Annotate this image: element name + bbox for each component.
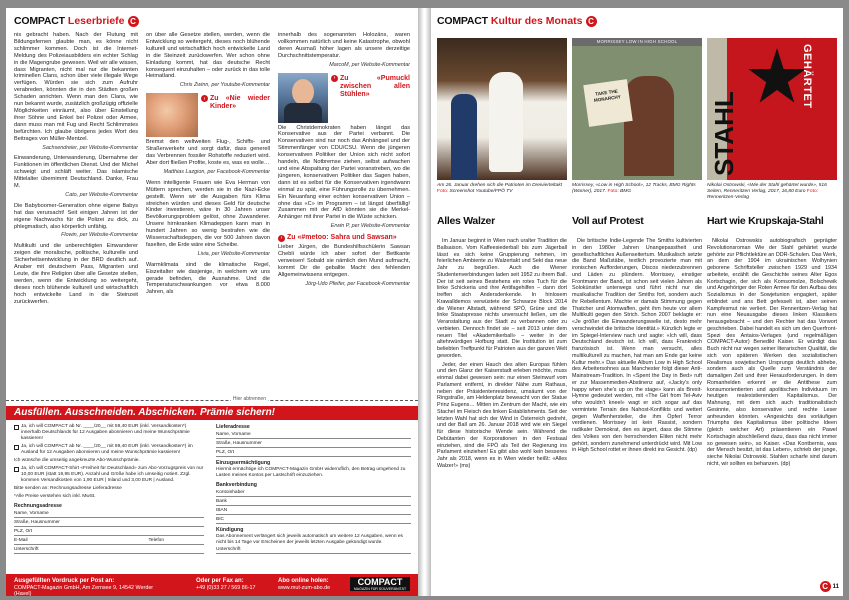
option-checkbox[interactable] <box>14 467 19 472</box>
letter-signature: Matthias Lazgion, per Facebook-Kommentar <box>163 168 270 175</box>
delivery-street-field[interactable]: Straße, Hausnummer <box>216 440 411 448</box>
coupon-right-form <box>216 424 411 555</box>
online-info: Abo online holen: www.mut-zum-abo.de <box>278 578 331 591</box>
letter-text: Multikulti und die unberechtigten Einwanderer zeigen die moralische, politische, kulturelle und Sicherheitsentwicklung in der BRD deutlich auf. Anaber mit deutschem Pass, Migranten und Leute, die ihre Religion über alle Gesetze stellen, werden, wenn die Entwicklung so weitergeht, dieses noch blühende kulturell und wirtschaftlich hoch entwickelte Land in die Steinzeit zurückwerfen. <box>14 243 138 305</box>
photo-caption: Nikolai Ostrowski, «Wie der Stahl gehärtet wurde», 516 Seiten, Renneritzen Verlag, 2017, 16,80 Euro Foto: Renneritzen-Verlag <box>707 183 827 200</box>
letter-signature: Cato, per Website-Kommentar <box>65 191 138 198</box>
article-title: Alles Walzer <box>437 215 495 227</box>
price-note: *Alle Preise verstehen sich inkl. MwSt. <box>14 494 96 499</box>
fax-info: Oder per Fax an: +49 (0)33 27 / 569 86-17 <box>196 578 256 591</box>
article-walzer <box>437 238 567 583</box>
letter-signature: Flowin, per Website-Kommentar <box>61 232 138 239</box>
cancel-text: Das Abonnement verlängert sich jeweils automatisch um weitere 12 Ausgaben, wenn es nicht bis 14 Tage vor Erscheinen der jeweils letzten Ausgabe gekündigt wurde. <box>216 534 403 545</box>
protest-sign: TAKE THE MONARCHY <box>583 79 632 127</box>
option-label: Ja, ich will COMPACT-Shirt «Freiheit für Deutschland» zum Abo-Vorzugspreis von nur 10,00 EUR (statt 19,95 EUR). Anzahl und Größe habe ich umseitig notiert. Zzgl. kommen Versandkosten von 1,90 EUR | Inland und 3,00 EUR | Ausland. <box>21 466 204 483</box>
stahl-book-cover <box>707 38 837 180</box>
coupon-left-form <box>14 424 204 555</box>
option-label: Ja, ich will COMPACT ab Nr. ____/20__ mit 59,40 EUR (inkl. Versandkosten*) innerhalb Deutschlands für 12 Ausgaben abonnieren und meine Wunschprämie kassieren! <box>21 424 190 441</box>
bic-field[interactable]: BIC <box>216 516 411 524</box>
billing-street-field[interactable]: Straße, Hausnummer <box>14 519 204 527</box>
letter-signature: Erwin P, per Website-Kommentar <box>330 223 410 230</box>
letter-text: innerhalb des sogenannten Holozäns, waren vollkommen natürlich und keine Katastrophe, obwohl deren Ausmaß höher lagen als unsere derzeitige Durchschnittstemperatur. <box>278 32 410 59</box>
subscription-coupon <box>6 396 418 596</box>
article-title: Hart wie Krupskaja-Stahl <box>707 215 824 227</box>
article-paragraph: Jeder, der einen Hauch des alten Europas fühlen und den Glanz der Kaiserstadt erleben möchte, muss einmal dabei gewesen sein: nur einen Steinwurf vom Parlament entfernt, in direkter Nähe zum Rathaus, neben der Präsidentenresidenz, umsäumt von der Ringstraße, am Heldenplatz beweacht von der Statue Prinz Eugens… Mitten im Zentrum der Macht, wie ein Stachel im Fleisch des linken Establishments. Seit der letzten Wahl hat sich der Wind in Österreich gedreht, und der Ball am 26. Januar 2018 wird wie ein Siegel für diese historische Wende sein. Während die Debütanten der Korporationen in den Festsaal einziehen, sind die FPÖ als Teil der Regierung ins Parlament einziehen! Es gibt also wohl kein besseres Jahr als 2018, wenn es in Wien wieder heißt: «Alles Walzer!» (ms) <box>437 361 567 469</box>
article-stahl <box>707 238 837 578</box>
delivery-name-field[interactable]: Name, Vorname <box>216 431 411 439</box>
topic-heading: › Zu «Pumuckl zwischen allen Stühlen» <box>331 75 410 121</box>
billing-title: Rechnungsadresse <box>14 503 62 509</box>
billing-contact-field[interactable]: E-Mail Telefon <box>14 537 204 545</box>
letters-column-1 <box>14 32 138 404</box>
ball-photo <box>437 38 567 180</box>
arrow-right-icon: › <box>278 235 285 242</box>
baby-photo <box>146 93 198 137</box>
arrow-right-icon: › <box>331 75 338 82</box>
letter-text: nis gebracht haben. Nach der Flutung mit Bildungsfernen glaubte man, es könne nicht schlimmer kommen. Doch ist die Internet-Meldung des Polizeiausbilders ein echter Schlag in die Magengrube gewesen. Weil wir alle wissen, dass Migranten, nicht mal nur die bekannten kriminellen Clans, schon über viele illegale Wege verfügen. Würden sie sich zum Aufruhr verabreden, könnten die in den Städten großen Schaden anrichten. Wenn man den Clans, wie nun bekannt wurde, zusätzlich großzügig offizielle Möglichkeiten einräumt, also über Einstellung ihrer Söhne und Enkel bei Polizei oder Armee, dann muss man mit Fug und Recht Schlimmstes befürchten. Ich glaube übrigens jedes Wort des Beitrages von Müller-Mentzel. <box>14 32 138 142</box>
post-address: Ausgefüllten Vordruck per Post an: COMPACT-Magazin GmbH, Am Zernsee 9, 14542 Werder (Havel) <box>14 578 154 596</box>
brand-name: COMPACT <box>437 15 488 27</box>
billing-name-field[interactable]: Name, Vorname <box>14 510 204 518</box>
send-to-text: Bitte senden an: Rechnungsadresse Lieferadresse <box>14 486 122 491</box>
compact-c-icon: C <box>586 16 597 27</box>
topic-heading: › Zu «#metoo: Sahra und Sawsan» <box>278 234 410 242</box>
letter-text: Wenn intelligente Frauen wie Eva Herman von Müttern sprechen, werden sie in die Nazi-Ecke gestellt. Wenn wir die Ausgaben fürs Klima streichen würden und dieses Geld für deutsche Kinder investieren, wäre in 30 Jahren unser Bevölkerungsproblem gelöst, ohne Zuwanderer. Unsere hirnkranken Klimadeppen kann man in hundert Jahren so wenig bestrafen wie die Wissenschaftsdeppen, die vor 500 Jahren davon faselten, die Erde wäre eine Scheibe. <box>146 179 270 248</box>
article-protest <box>572 238 702 583</box>
bank-field[interactable]: Bank <box>216 498 411 506</box>
compact-c-icon: C <box>820 581 831 592</box>
letters-column-2 <box>146 32 270 404</box>
book-title-gehartet: GEHÄRTET <box>801 44 813 109</box>
letter-signature: Chris Zwinn, per Youtube-Kommentar <box>179 82 270 89</box>
signature-field[interactable]: Unterschrift <box>216 546 411 554</box>
delivery-city-field[interactable]: PLZ, Ort <box>216 449 411 457</box>
arrow-right-icon: › <box>201 95 208 102</box>
tear-line <box>6 400 418 401</box>
letter-text: Lieber Jürgen, die Bundeshilfsschülerin Sawsan Chebli würde ich aber sofort der Bettkante verweisen! Sobald sie nämlich den Mund aufmacht, kommt Dir die geballte Macht des fehlenden Allgemeinwissens entgegen. <box>278 244 410 278</box>
right-page-header <box>437 13 597 29</box>
compact-c-icon: C <box>128 16 139 27</box>
letter-text: Warmklimata sind die klimatische Regel, Eiszeitalter wie dasjenige, in welchem wir uns gerade befinden, die Ausnahme. Und die Temperaturschwankungen vor etwa 8.000 Jahren, als <box>146 261 270 296</box>
letter-text: Die Christdemokraten haben längst das Konservative aus der Partei verbannt. Die Konservativen sind nur noch das Anhängsel und der Stimmenfänger von CDU/CSU. Wenn die jüngeren konservativen Politiker der Union sich nicht sofort handeln, die Notbremse ziehen, selbst aufwachen und eine Abspaltung der Partei voranstreben, wo die jüngeren, konservativen Politiker das Sagen haben, dann ist es selbst für die Konservativen irgendwann einmal zu spät, eine Führungsrolle zu übernehmen. Ein Neuanfang einer echten konservativen Union – ohne das «C» im Programm – ist längst überfällig! Zusammen mit der AfD könnten sie die Merkel-Anhänger mit ihrer Partei in die Wüste schicken. <box>278 124 410 221</box>
brand-name: COMPACT <box>14 15 65 27</box>
letter-signature: Jörg-Udo Pfeifer, per Facebook-Kommentar <box>305 280 410 287</box>
option-checkbox[interactable] <box>14 425 19 430</box>
tear-label: Hier abtrennen <box>232 396 266 402</box>
account-holder-field[interactable]: Kontoinhaber <box>216 489 411 497</box>
delivery-title: Lieferadresse <box>216 424 250 430</box>
sepa-title: Einzugsermächtigung <box>216 460 271 466</box>
article-paragraph: Im Januar beginnt in Wien nach uralter Tradition die Ballsaison. Vom Kaffeesiederball bis zum Jägerball lässt es sich keine Gruppierung nehmen, im feierlichen Ambiente zu Walzertakt und Sekt das neue Jahr zu begrüßen. Auch die Wiener Studentenverbindungen laden seit 1952 zu ihrem Ball. Der ist seit seines Bestehens ein rotes Tuch für die linke Schickeria und ihre Antifagehilfen – dann dort treffen sich Andersdenkende. In hinlosem Krawalldemos verwüstete der Schwarze Block 2014 die Wiener Altstadt, während SPÖ, Grüne und die linke Staatspresse nichts unversucht ließen, um die Veranstaltung aus der Stadt zu verbannen oder zu verbieten. Dennoch findet sie – seit 2013 unter dem neuen Titel «Akademikerball» – weiter in der altehrwürdigen Hofburg statt. Die Institution ist zum beliebten Treffpunkt für Patrioten aus der ganzen Welt geworden. <box>437 238 567 359</box>
section-title: Leserbriefe <box>67 15 125 27</box>
right-page <box>431 8 843 596</box>
compact-logo: COMPACT MAGAZIN FÜR SOUVERÄNITÄT <box>350 577 410 591</box>
billing-city-field[interactable]: PLZ, Ort <box>14 528 204 536</box>
left-page <box>6 8 418 596</box>
letter-signature: Livia, per Website-Kommentar <box>197 250 270 257</box>
sepa-text: Hiermit ermächtige ich COMPACT-Magazin GmbH widerruflich, den Betrag umgehend zu Lasten meines Kontos per Lastschrift einzuziehen. <box>216 467 406 478</box>
morrissey-album-cover <box>572 38 702 180</box>
photo-caption: Morrissey, «Low in High School», 12 Tracks, BMG Rights (Warner), 2017. Foto: BMG <box>572 183 696 194</box>
letter-signature: Sachsendreier, per Website-Kommentar <box>42 144 138 151</box>
wish-text: Ich wünsche die umseitig angekreuzte Abo-Wunschprämie. <box>14 458 140 463</box>
order-footer <box>6 574 418 596</box>
photo-caption: Am 26. Januar drehen sich die Patrioten im Dreivierteltakt Foto: Screenshot Youtube/FPÖ TV <box>437 183 563 194</box>
left-page-header <box>14 13 139 29</box>
politician-photo <box>278 73 328 123</box>
page-number: C 11 <box>820 581 839 592</box>
iban-field[interactable]: IBAN <box>216 507 411 515</box>
book-spine <box>418 8 431 596</box>
letter-text: Die Babyboomer-Generation ohne eigene Babys hat das verursacht! Seit einigen Jahren ist der eigene Nachwuchs für die Polizei zu dick, zu phlegmatisch, also körperlich unfähig. <box>14 202 138 230</box>
letter-signature: MarcoM, per Website-Kommentar <box>329 61 410 68</box>
signature-field[interactable]: Unterschrift <box>14 546 204 554</box>
coupon-title: Ausfüllen. Ausschneiden. Abschicken. Prämie sichern! <box>6 406 418 420</box>
subscription-link[interactable]: www.mut-zum-abo.de <box>278 584 331 591</box>
letters-column-3 <box>278 32 410 404</box>
article-paragraph: Nikolai Ostrowskis autobiografisch geprägter Revolutionsroman Wie der Stahl gehärtet wurde gehörte zur Pflichtlektüre an DDR-Schulen. Das Werk, an dem der 1904 im ukrainischen Wolhynien geborene Schriftsteller zwischen 1929 und 1934 arbeitete, erzählt die Geschichte seines Alter Egos Kortschagin, der sich als Komsomolze, Bolschewik und Angehöriger der Roten Armee für den Aufbau des Sozialismus in der Sowjetunion engagiert, später erblindet und ans Bett gefesselt ist, aber seinen Kampfesmut nie verliert. Der Renneritzen-Verlag hat nun eine Neuausgabe dieses linken Klassikers herausgebracht – und den Rechter hat das Vorwort geschrieben. Dabei handelt es sich um den Querfront-Spezi des Antaios-Verlages (und regelmäßigen COMPACT-Autor) Benedikt Kaiser. Er würdigt das Buch nicht nur wegen seiner literarischen Qualität, die sich von späteren Werken des sozialistischen Realismus sowjetischen Ursprungs deutlich abhebe, sondern auch als Quelle zum Verständnis der damaligen Zeit und ihrer Herausforderungen. In dem Romanhelden erkennt er die Antithese zum konsumorientierten und apolitischen Individuum im heutigen realexistierenden Kapitalismus. Der Mahnung, mit dem sich auch traditionalistisch Gesinnte, also konservative und rechte Leser anfreunden könnten. «Angesichts des vorläufigen Triumphs des Kapitalismus über politische Ideen (gleich welcher Art) präsentieren ein Pawel Kortschagin abschließend dazu, dass das nicht immer so gewesen sein», so Kaiser. «Das Kontbernis, was der Mensch besitzt, ist das Leben», schrieb der junge, sieche Nikolai Ostrowski. Stahlen scharfe sind darum nicht, wir sollten es behanzen. (dp) <box>707 238 837 467</box>
album-banner: MORRISSEY LOW IN HIGH SCHOOL <box>572 38 702 46</box>
section-title: Kultur des Monats <box>490 15 583 27</box>
option-checkbox[interactable] <box>14 445 19 450</box>
topic-heading: › Zu «Nie wieder Kinder» <box>201 95 270 135</box>
article-title: Voll auf Protest <box>572 215 644 227</box>
article-paragraph: Die britische Indie-Legende The Smiths kultivierten in den 1980er Jahren Unangepasstheit und gesellschaftliches Außenseitertum. Musikalisch setzte die Band Maßstäbe, textlich provozierte man mit ironischen Aufforderungen, Discos niederzubrennen und Läden zu plündern. Morrissey, einstiger Frontmann der Band, ist schon seit vielen Jahren als Solokünstler unterwegs und führt nicht nur die musikalische Tradition der Smiths fort, sondern auch ihr Rebellentum. Machte er damals Stimmung gegen Thatcher und Atomwaffen, geht ihm heute vor allem Multikulti gegen den Strich. Schon 2007 beklagte er: «Je größer die Einwanderungswelle ist, desto mehr verschwindet die britische Identität.» Künzlich legte er im Spiegel-Interview nach und sagte: «Ich will, dass Deutschland deutsch ist. Ich will, dass Frankreich französisch ist. Wenn man versucht, alles multikulturell zu machen, hat man am Ende gar keine Kultur mehr.» Das aktuelle Album Low in High School des Arbeitersohnes aus Manchester folgt dieser Anti-Mainstream-Tradition. In «Spent the Day in Bed» ruft er zur Massenmedien-Abstinenz auf, «Jacky's only happy when she's up on the stage» kann als Brexit-Hymne gedeutet werden, mit «The Girl from Tel-Aviv who wouldn't kneel» wagt er sich sogar auf das vermintete Terrain des Nahost-Konflikts und wettert gegen Waffenhersteller, die ihm Öpferl Terror verdienen. Morrissey ist kein Rassist, sondern radikaler Demokrat, den es ärgert, dass die Stimme des Volkes von den herrschenden Eliten nicht mehr gehört, sondern zunehmend unterdrückt wird. Mit Low in High School rottet er ihnen direkt ins Gesicht. (dp) <box>572 238 702 454</box>
option-label: Ja, ich will COMPACT ab Nr. ____/20__ mit 89,40 EUR (inkl. Versandkosten*) im Ausland für 12 Ausgaben abonnieren und meine Wunschprämie kassieren! <box>21 444 193 455</box>
bank-title: Bankverbindung <box>216 482 257 488</box>
letter-text: on über alle Gesetze stellen, werden, wenn die Entwicklung so weitergeht, dieses noch blühende kulturell und wirtschaftlich hoch entwickelte Land in die Steinzeit zurückwerfen. Wer schon ohne Einladung kommt, hat das deutsche Recht konsequent einzuhalten – oder zurück in das tolle Heimatland. <box>146 32 270 80</box>
letter-text: Bremst den weltweiten Flug-, Schiffs- und Straßenverkehr und sorgt dafür, dass generell das Verbrennen fossiler Rohstoffe reduziert wird. Aber dort fließen Profite, koste es, was es wolle… <box>146 139 270 166</box>
letter-text: Einwanderung, Unterwanderung, Übernahme der Funktionen im öffentlichen Dienst. Und der Michel schweigt und schläft weiter. Das islamische Mittelalter übernimmt Deutschland. Danke, Frau M. <box>14 155 138 190</box>
cancel-title: Kündigung <box>216 527 244 533</box>
book-title-stahl: STAHL <box>709 91 739 176</box>
